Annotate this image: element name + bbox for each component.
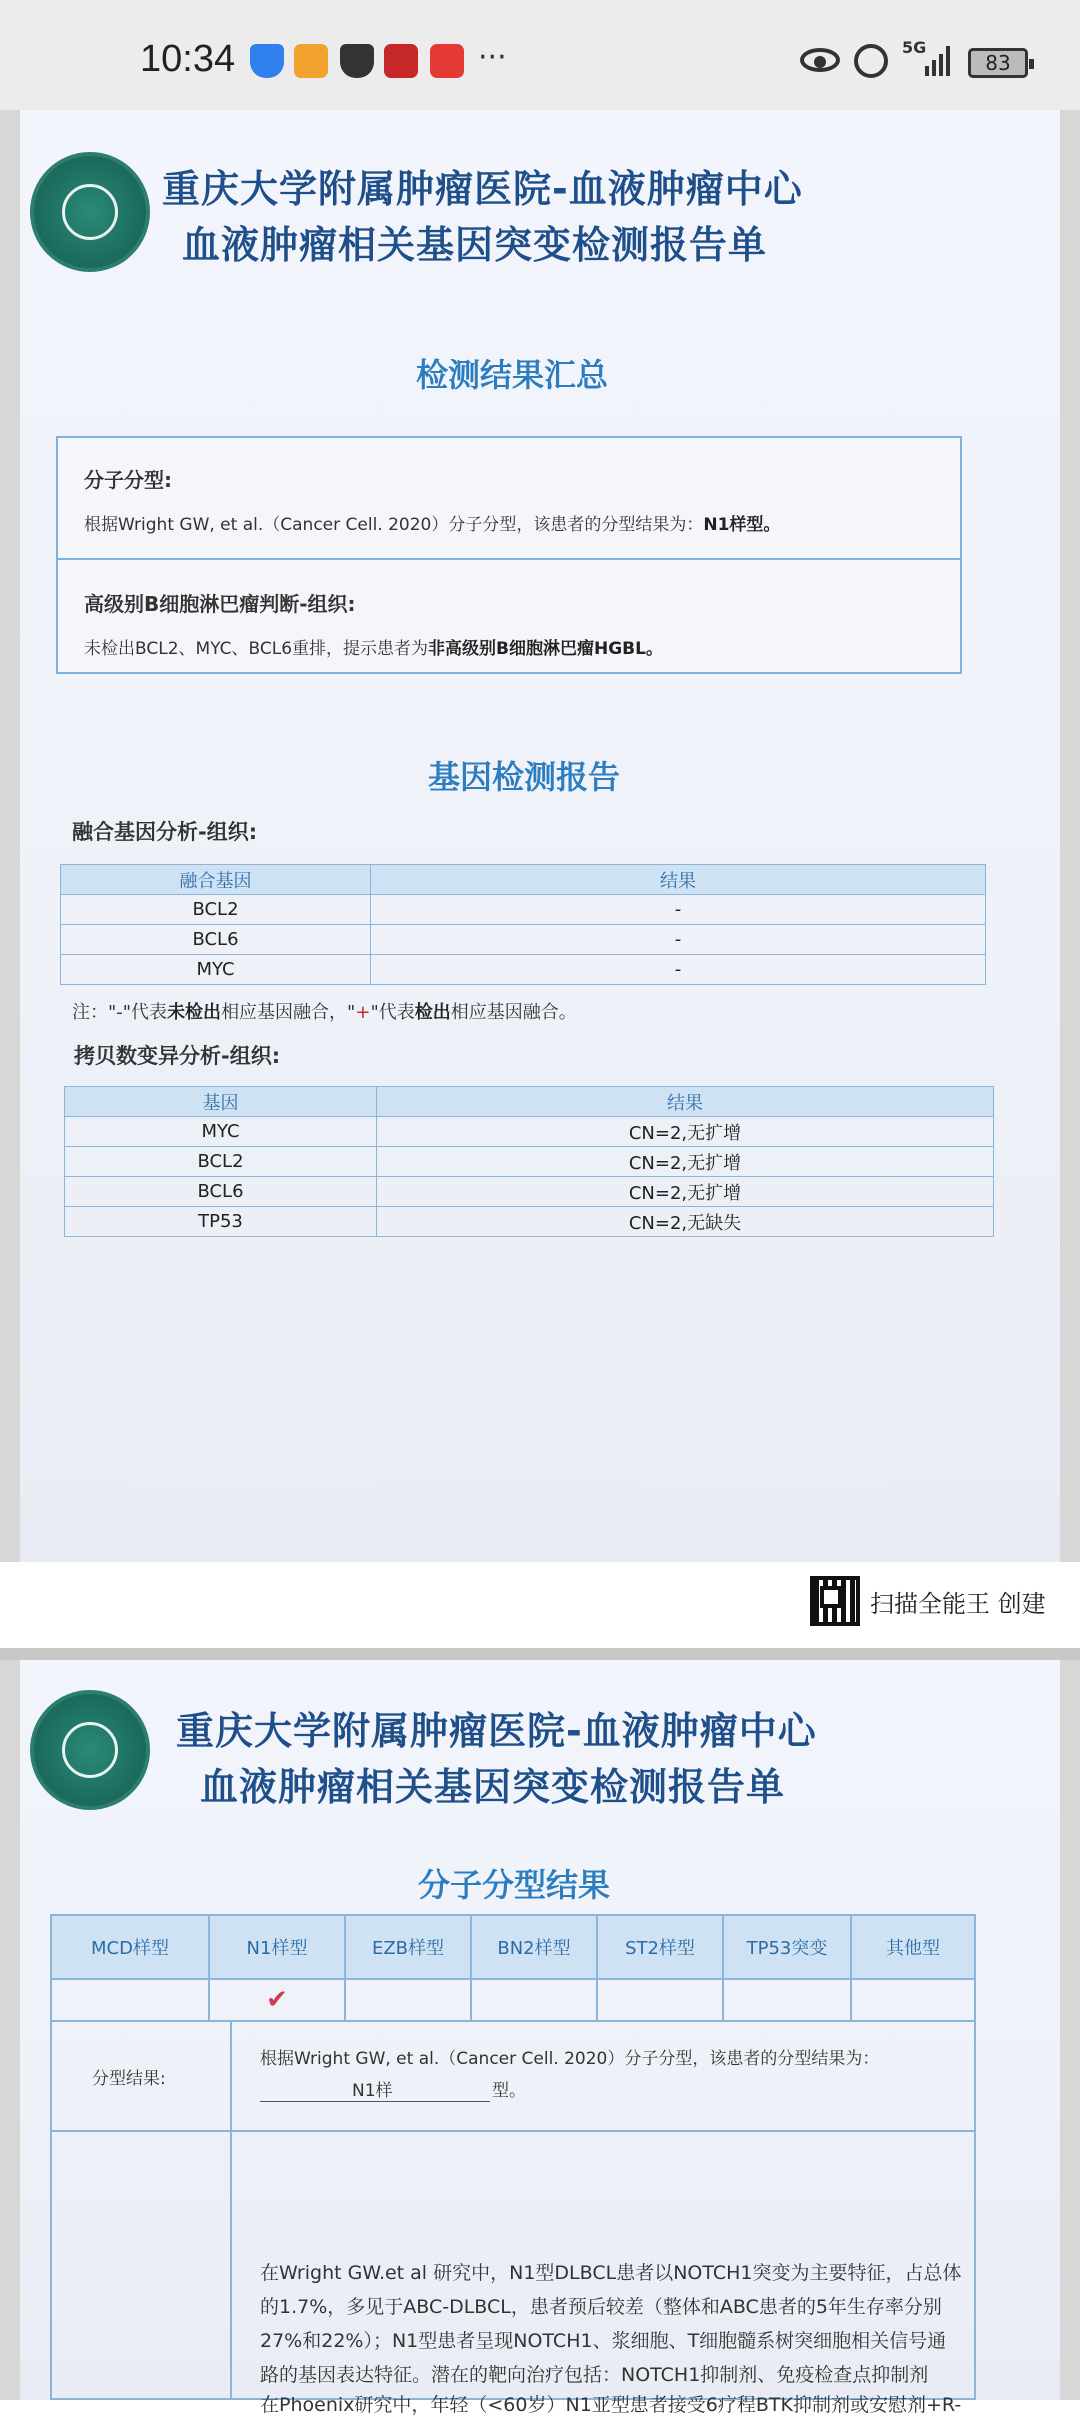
subtype-st2: ST2样型 xyxy=(597,1915,723,1979)
network-type-label: 5G xyxy=(902,38,927,57)
table-row: TP53 CN=2,无缺失 xyxy=(65,1207,994,1237)
para-line-2: 的1.7%，多见于ABC-DLBCL，患者预后较差（整体和ABC患者的5年生存率分别 xyxy=(260,2296,942,2318)
para-line-5: 在Phoenix研究中，年轻（<60岁）N1亚型患者接受6疗程BTK抑制剂或安慰剂+R- xyxy=(260,2394,962,2416)
para-line-3: 27%和22%）；N1型患者呈现NOTCH1、浆细胞、T细胞髓系树突细胞相关信号通 xyxy=(260,2330,947,2352)
result-value: N1样 xyxy=(260,2076,490,2102)
orange-app-icon xyxy=(294,44,328,78)
result-text: 根据Wright GW, et al.（Cancer Cell. 2020）分子分型，该患者的分型结果为： xyxy=(260,2049,880,2069)
cnv-table xyxy=(64,1086,994,1237)
subtype-title: 分子分型结果 xyxy=(418,1866,611,1904)
security-app-icon xyxy=(340,44,374,78)
subtype-table xyxy=(50,1914,976,2022)
page-separator xyxy=(0,1648,1080,1660)
hospital-seal-logo xyxy=(30,152,150,272)
more-notifications-icon: ··· xyxy=(478,40,507,75)
notes-app-icon xyxy=(430,44,464,78)
molecular-label: 分子分型: xyxy=(84,468,172,492)
scan-page-2[interactable] xyxy=(0,1660,1080,2416)
subtype-mcd: MCD样型 xyxy=(51,1915,209,1979)
hospital-title-line2-p2: 血液肿瘤相关基因突变检测报告单 xyxy=(200,1765,786,1809)
subtype-other: 其他型 xyxy=(851,1915,975,1979)
summary-box xyxy=(56,436,962,674)
fusion-header-result: 结果 xyxy=(371,865,986,895)
table-row: BCL6 - xyxy=(61,925,986,955)
status-time: 10:34 xyxy=(140,38,236,80)
result-label: 分型结果: xyxy=(92,2069,166,2089)
bank-app-icon xyxy=(384,44,418,78)
scanner-watermark: 扫描全能王 创建 xyxy=(870,1590,1046,1618)
subtype-ezb: EZB样型 xyxy=(345,1915,471,1979)
fusion-title: 融合基因分析-组织: xyxy=(72,820,258,844)
hospital-title-line2: 血液肿瘤相关基因突变检测报告单 xyxy=(182,223,768,267)
para-line-1: 在Wright GW.et al 研究中，N1型DLBCL患者以NOTCH1突变为主要特征，占总体 xyxy=(260,2262,962,2284)
table-row: MYC CN=2,无扩增 xyxy=(65,1117,994,1147)
scanner-footer xyxy=(0,1562,1080,1648)
hospital-title-line1-p2: 重庆大学附属肿瘤医院-血液肿瘤中心 xyxy=(176,1709,817,1753)
qr-code-icon xyxy=(810,1576,860,1626)
result-suffix: 型。 xyxy=(492,2081,526,2101)
table-row: BCL2 - xyxy=(61,895,986,925)
table-row: BCL6 CN=2,无扩增 xyxy=(65,1177,994,1207)
scan-page-1[interactable] xyxy=(0,110,1080,1562)
hgbl-label: 高级别B细胞淋巴瘤判断-组织: xyxy=(84,592,356,616)
subtype-n1: N1样型 xyxy=(209,1915,345,1979)
subtype-bn2: BN2样型 xyxy=(471,1915,597,1979)
table-row: BCL2 CN=2,无扩增 xyxy=(65,1147,994,1177)
shield-app-icon xyxy=(250,44,284,78)
table-row: MYC - xyxy=(61,955,986,985)
cnv-header-gene: 基因 xyxy=(65,1087,377,1117)
fusion-table xyxy=(60,864,986,985)
molecular-text: 根据Wright GW, et al.（Cancer Cell. 2020）分子分型，该患者的分型结果为：N1样型。 xyxy=(84,515,781,535)
eye-icon xyxy=(800,48,840,72)
status-bar xyxy=(0,0,1080,110)
fusion-note: 注："-"代表未检出相应基因融合，"+"代表检出相应基因融合。 xyxy=(72,1002,577,1023)
summary-title: 检测结果汇总 xyxy=(416,356,609,394)
alarm-icon xyxy=(854,44,888,78)
hospital-title-line1: 重庆大学附属肿瘤医院-血液肿瘤中心 xyxy=(162,167,803,211)
hgbl-text: 未检出BCL2、MYC、BCL6重排，提示患者为非高级别B细胞淋巴瘤HGBL。 xyxy=(84,639,663,659)
cnv-title: 拷贝数变异分析-组织: xyxy=(74,1044,281,1068)
hospital-seal-logo-2 xyxy=(30,1690,150,1810)
cnv-header-result: 结果 xyxy=(377,1087,994,1117)
subtype-tp53: TP53突变 xyxy=(723,1915,851,1979)
signal-bars-icon xyxy=(925,44,955,76)
fusion-header-gene: 融合基因 xyxy=(61,865,371,895)
check-icon: ✔ xyxy=(209,1979,345,2021)
para-line-4: 路的基因表达特征。潜在的靶向治疗包括：NOTCH1抑制剂、免疫检查点抑制剂 xyxy=(260,2364,929,2386)
report-title: 基因检测报告 xyxy=(428,758,621,796)
battery-icon: 83 xyxy=(968,48,1028,78)
